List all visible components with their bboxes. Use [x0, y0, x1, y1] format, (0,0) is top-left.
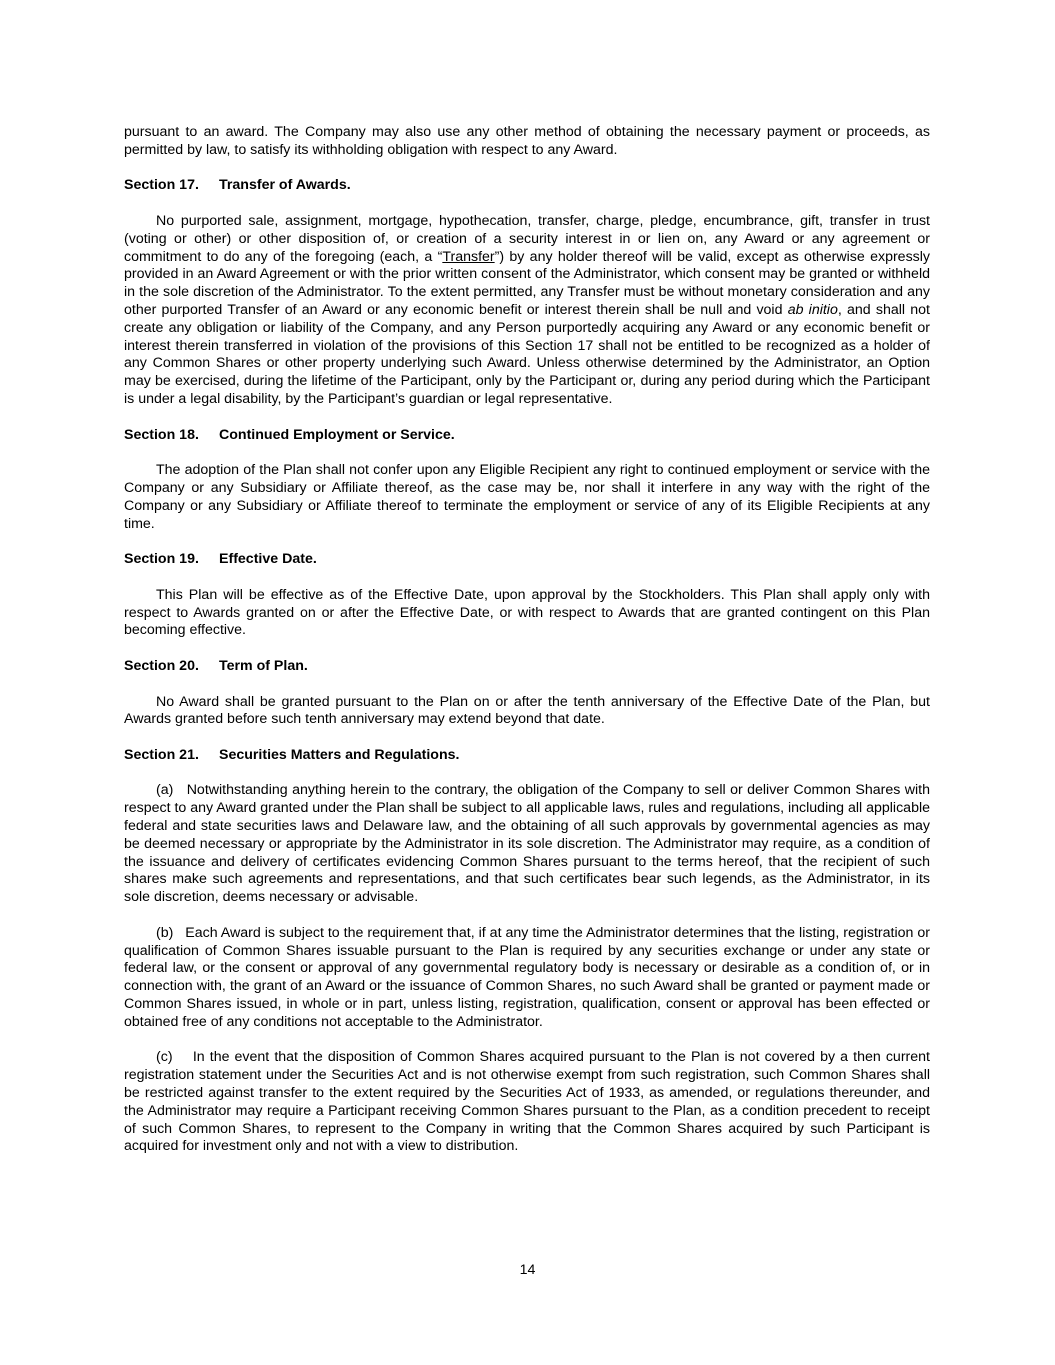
section-17-paragraph: [124, 213, 930, 409]
section-20-number: Section 20.: [124, 657, 199, 674]
section-17-text-a: No purported sale, assignment, mortgage, hypothecation, transfer, charge, pledge, encumbrance, gift, transfer in trust (voting or other) or other disposition of, or creation of a security interest in or lien on, any Award or any agreement or commitment to do any of the foregoing (each, a “: [124, 212, 930, 265]
section-17-text-c: , and shall not create any obligation or liability of the Company, and any Person purportedly acquiring any Award or any economic benefit or interest therein transferred in violation of the provisions of this Section 17 shall not be entitled to be recognized as a holder of any Common Shares or other property underlying such Award. Unless otherwise determined by the Administrator, an Option may be exercised, during the lifetime of the Participant, only by the Participant or, during any period during which the Participant is under a legal disability, by the Participant’s guardian or legal representative.: [124, 301, 930, 407]
section-17-title: Transfer of Awards.: [219, 177, 351, 194]
section-20-title: Term of Plan.: [219, 657, 308, 674]
section-21-paragraph-c: [124, 1049, 930, 1156]
section-21-text-b: Each Award is subject to the requirement that, if at any time the Administrator determines that the listing, registration or qualification of Common Shares issuable pursuant to the Plan is required by any securities exchange or under any state or federal law, or the consent or approval of any governmental regulatory body is necessary or desirable as a condition of, or in connection with, the grant of an Award or the issuance of Common Shares, no such Award shall be granted or payment made or Common Shares issued, in whole or in part, unless listing, registration, qualification, consent or approval has been effected or obtained free of any conditions not acceptable to the Administrator.: [124, 924, 930, 1030]
section-18-title: Continued Employment or Service.: [219, 426, 455, 443]
latin-term: ab initio: [787, 301, 838, 318]
section-21-paragraph-b: [124, 925, 930, 1032]
intro-paragraph: pursuant to an award. The Company may also use any other method of obtaining the necessary payment or proceeds, as permitted by law, to satisfy its withholding obligation with respect to any Award.: [124, 124, 930, 158]
section-21-heading: [124, 747, 930, 765]
section-21-paragraph-a: [124, 782, 930, 907]
section-18-heading: [124, 427, 930, 445]
section-21-label-c: (c): [156, 1049, 173, 1066]
section-20-heading: [124, 658, 930, 676]
section-17-heading: [124, 177, 930, 195]
defined-term-transfer: Transfer: [442, 248, 495, 265]
section-21-number: Section 21.: [124, 746, 199, 763]
section-18-number: Section 18.: [124, 426, 199, 443]
section-18-paragraph: The adoption of the Plan shall not confer upon any Eligible Recipient any right to continued employment or service with the Company or any Subsidiary or Affiliate thereof, as the case may be, nor shall it interfere in any way with the right of the Company or any Subsidiary or Affiliate thereof to terminate the employment or service of any of its Eligible Recipients at any time.: [124, 462, 930, 532]
section-21-label-b: (b): [156, 924, 174, 941]
section-21-label-a: (a): [156, 782, 174, 799]
section-21-text-a: Notwithstanding anything herein to the contrary, the obligation of the Company to sell or deliver Common Shares with respect to any Award granted under the Plan shall be subject to all applicable laws, rules and regulations, including all applicable federal and state securities laws and Delaware law, and the obtaining of all such approvals by governmental agencies as may be deemed necessary or appropriate by the Administrator in its sole discretion. The Administrator may require, as a condition of the issuance and delivery of certificates evidencing Common Shares pursuant to the terms hereof, that the recipient of such shares make such agreements and representations, and that such certificates bear such legends, as the Administrator, in its sole discretion, deems necessary or advisable.: [124, 782, 930, 906]
section-19-paragraph: This Plan will be effective as of the Effective Date, upon approval by the Stockholders. This Plan shall apply only with respect to Awards granted on or after the Effective Date, or with respect to Awards that are granted contingent on this Plan becoming effective.: [124, 586, 930, 639]
section-17-number: Section 17.: [124, 177, 199, 194]
section-19-title: Effective Date.: [219, 551, 317, 568]
section-21-title: Securities Matters and Regulations.: [219, 746, 460, 763]
page-number: 14: [519, 1262, 536, 1278]
section-21-text-c: In the event that the disposition of Common Shares acquired pursuant to the Plan is not covered by a then current registration statement under the Securities Act and is not otherwise exempt from such registration, such Common Shares shall be restricted against transfer to the extent required by the Securities Act of 1933, as amended, or regulations thereunder, and the Administrator may require a Participant receiving Common Shares pursuant to the Plan, as a condition precedent to receipt of such Common Shares, to represent to the Company in writing that the Common Shares acquired by such Participant is acquired for investment only and not with a view to distribution.: [124, 1049, 930, 1155]
section-20-paragraph: No Award shall be granted pursuant to the Plan on or after the tenth anniversary of the Effective Date of the Plan, but Awards granted before such tenth anniversary may extend beyond that date.: [124, 693, 930, 728]
document-page: [124, 124, 930, 1156]
section-19-heading: [124, 551, 930, 569]
section-19-number: Section 19.: [124, 551, 199, 568]
section-17-text-b: ”) by any holder thereof will be valid, except as otherwise expressly provided in an Award Agreement or with the prior written consent of the Administrator, which consent may be granted or withheld in the sole discretion of the Administrator. To the extent permitted, any Transfer must be without monetary consideration and any other purported Transfer of an Award or any economic benefit or interest therein shall be null and void: [124, 248, 931, 318]
